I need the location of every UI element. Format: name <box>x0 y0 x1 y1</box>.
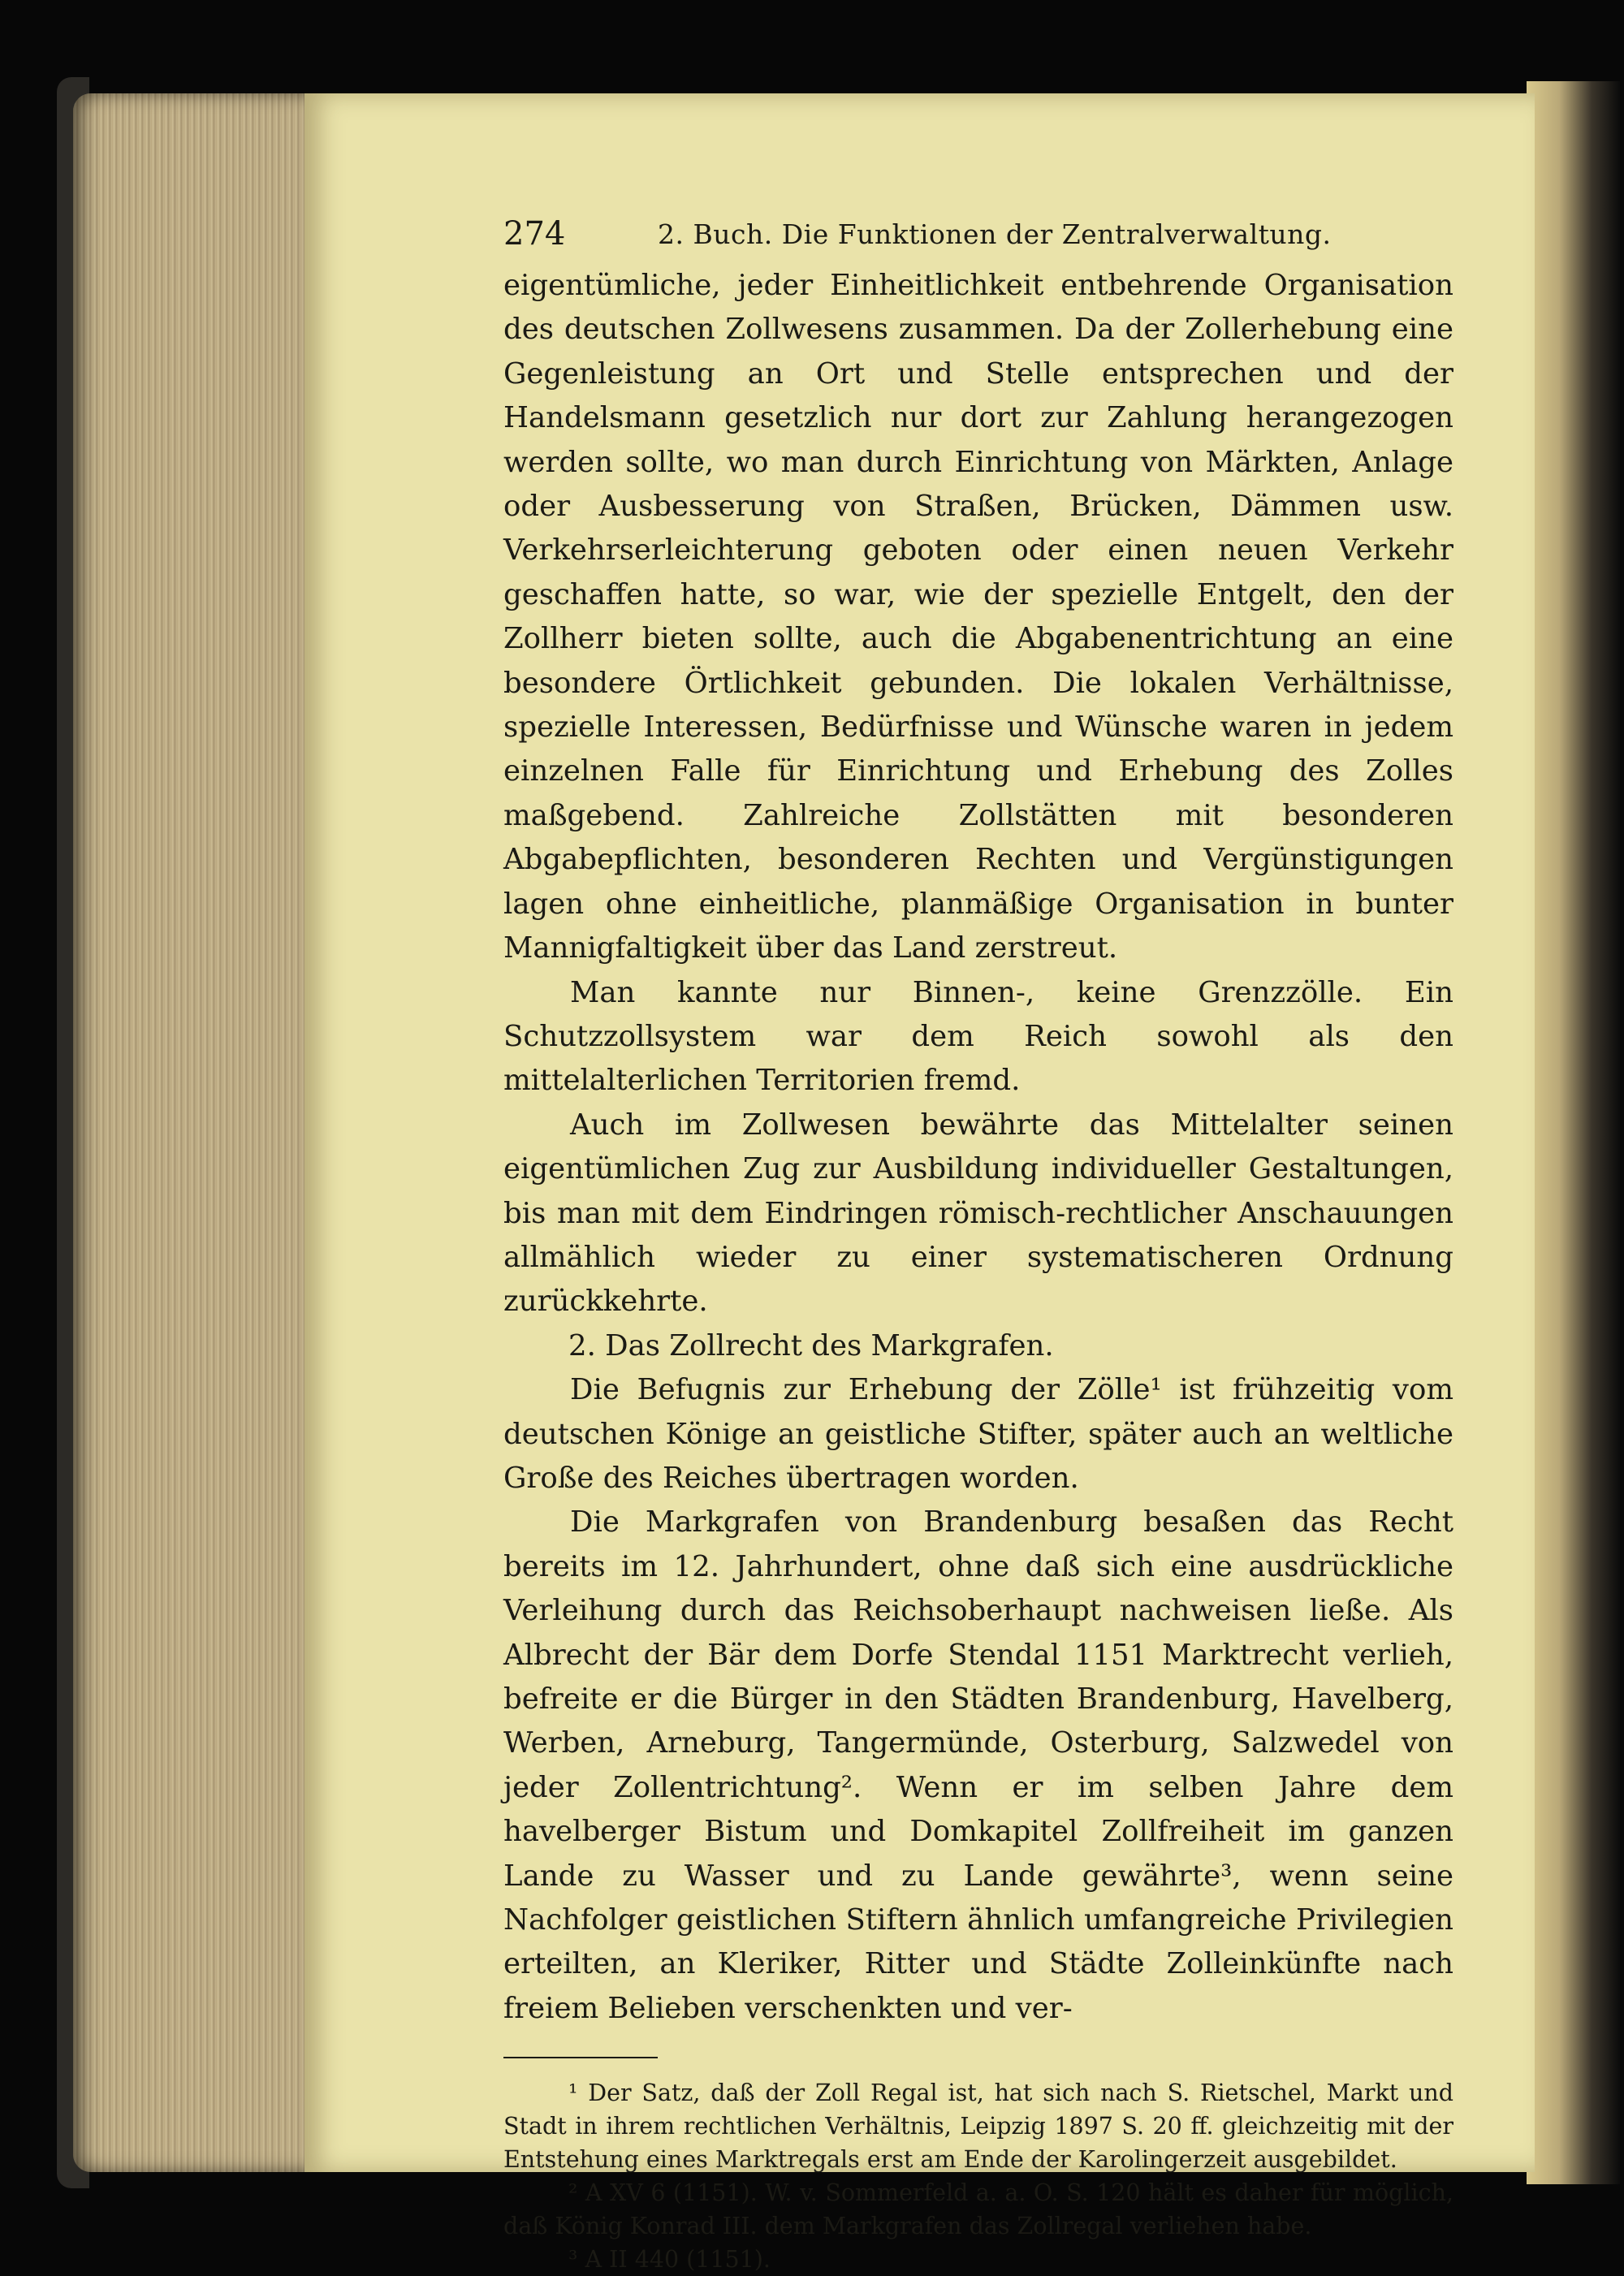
footnotes <box>503 2076 1453 2276</box>
page-content <box>503 215 1453 2276</box>
book-page <box>304 93 1535 2274</box>
section-heading: 2. Das Zollrecht des Markgrafen. <box>568 1328 1054 1363</box>
running-head: 2. Buch. Die Funktionen der Zentralverwaltung. <box>658 218 1332 250</box>
page-edges <box>73 93 309 2172</box>
footnote: ¹ Der Satz, daß der Zoll Regal ist, hat sich nach S. Rietschel, Markt und Stadt in ihrem rechtlichen Verhältnis, Leipzig 1897 S. 20 ff. gleichzeitig mit der Entstehung eines Marktregals erst am Ende der Karolingerzeit ausgebildet. <box>503 2079 1453 2174</box>
paragraph: eigentümliche, jeder Einheitlichkeit entbehrende Organisation des deutschen Zollwesens zusammen. Da der Zollerhebung eine Gegenleistung an Ort und Stelle entsprechen und der Handelsmann gesetzlich nur dort zur Zahlung herangezogen werden sollte, wo man durch Einrichtung von Märkten, Anlage oder Ausbesserung von Straßen, Brücken, Dämmen usw. Verkehrserleichterung geboten oder einen neuen Verkehr geschaffen hatte, so war, wie der spezielle Entgelt, den der Zollherr bieten sollte, auch die Abgabenentrichtung an eine besondere Örtlichkeit gebunden. Die lokalen Verhältnisse, spezielle Interessen, Bedürfnisse und Wünsche waren in jedem einzelnen Falle für Einrichtung und Erhebung des Zolles maßgebend. Zahlreiche Zollstätten mit besonderen Abgabepflichten, besonderen Rechten und Vergünstigungen lagen ohne einheitliche, planmäßige Organisation in bunter Mannigfaltigkeit über das Land zerstreut. <box>503 269 1453 965</box>
paragraph: Auch im Zollwesen bewährte das Mittelalter seinen eigentümlichen Zug zur Ausbildung individueller Gestaltungen, bis man mit dem Eindringen römisch-rechtlicher Anschauungen allmählich wieder zu einer systematischeren Ordnung zurückkehrte. <box>503 1108 1453 1319</box>
page-number: 274 <box>503 215 566 253</box>
footnote: ² A XV 6 (1151). W. v. Sommerfeld a. a. O. S. 120 hält es daher für möglich, daß König Konrad III. dem Markgrafen das Zollregal verliehen habe. <box>503 2179 1453 2240</box>
page-header <box>503 215 1453 264</box>
book-cover-right <box>1527 81 1620 2184</box>
body-text <box>503 264 1453 2031</box>
paragraph: Die Markgrafen von Brandenburg besaßen das Recht bereits im 12. Jahrhundert, ohne daß sich eine ausdrückliche Verleihung durch das Reichsoberhaupt nachweisen ließe. Als Albrecht der Bär dem Dorfe Stendal 1151 Marktrecht verlieh, befreite er die Bürger in den Städten Brandenburg, Havelberg, Werben, Arneburg, Tangermünde, Osterburg, Salzwedel von jeder Zollentrichtung². Wenn er im selben Jahre dem havelberger Bistum und Domkapitel Zollfreiheit im ganzen Lande zu Wasser und zu Lande gewährte³, wenn seine Nachfolger geistlichen Stiftern ähnlich umfangreiche Privilegien erteilten, an Kleriker, Ritter und Städte Zolleinkünfte nach freiem Belieben verschenkten und ver- <box>503 1505 1453 2025</box>
footnote-rule <box>503 2057 658 2058</box>
paragraph: Man kannte nur Binnen-, keine Grenzzölle. Ein Schutzzollsystem war dem Reich sowohl als den mittelalterlichen Territorien fremd. <box>503 975 1453 1098</box>
paragraph: Die Befugnis zur Erhebung der Zölle¹ ist frühzeitig vom deutschen Könige an geistliche Stifter, später auch an weltliche Große des Reiches übertragen worden. <box>503 1373 1453 1495</box>
footnote: ³ A II 440 (1151). <box>568 2246 771 2274</box>
